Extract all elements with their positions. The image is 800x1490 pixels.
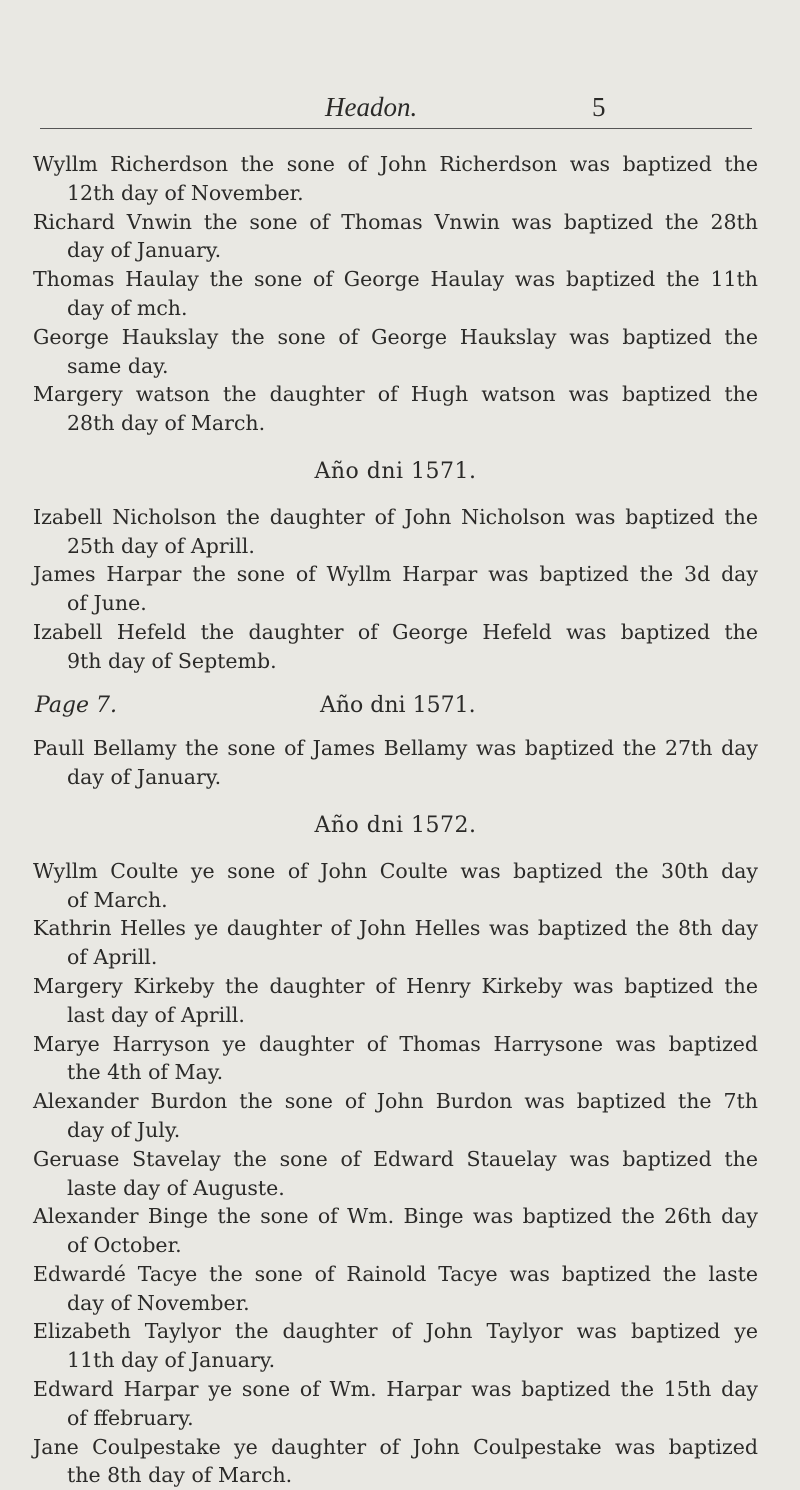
entry-continuation: day of November.: [67, 1290, 250, 1315]
entry-continuation: day of July.: [67, 1117, 181, 1142]
entry-first-line: Paull Bellamy the sone of James Bellamy was baptized the 27th day: [33, 736, 758, 761]
page-marker-year: Año dni 1571.: [320, 692, 476, 718]
baptism-entry: [33, 1030, 758, 1088]
entry-continuation: 11th day of January.: [67, 1348, 276, 1373]
header-rule: [40, 128, 752, 129]
year-heading: Año dni 1572.: [314, 812, 477, 838]
entry-continuation: 28th day of March.: [67, 411, 266, 436]
baptism-entry: [33, 150, 758, 208]
entry-first-line: Alexander Binge the sone of Wm. Binge was baptized the 26th day: [33, 1204, 758, 1229]
register-entries: [33, 150, 758, 1490]
entry-first-line: Kathrin Helles ye daughter of John Helles was baptized the 8th day: [33, 916, 758, 941]
entry-continuation: of ffebruary.: [67, 1405, 194, 1430]
baptism-entry: [33, 1145, 758, 1203]
entry-first-line: Edwardé Tacye the sone of Rainold Tacye was baptized the laste: [33, 1261, 758, 1286]
entry-first-line: Geruase Stavelay the sone of Edward Stauelay was baptized the: [33, 1146, 758, 1171]
entry-continuation: laste day of Auguste.: [67, 1175, 285, 1200]
baptism-entry: [33, 1317, 758, 1375]
baptism-entry: [33, 1433, 758, 1490]
entry-first-line: Margery watson the daughter of Hugh watson was baptized the: [33, 382, 758, 407]
entry-continuation: of June.: [67, 591, 147, 616]
baptism-entry: [33, 914, 758, 972]
baptism-entry: [33, 265, 758, 323]
baptism-entry: [33, 1202, 758, 1260]
entry-first-line: Thomas Haulay the sone of George Haulay was baptized the 11th: [33, 267, 758, 292]
baptism-entry: [33, 503, 758, 561]
entry-first-line: Elizabeth Taylyor the daughter of John Taylyor was baptized ye: [33, 1319, 758, 1344]
entry-continuation: same day.: [67, 353, 169, 378]
baptism-entry: [33, 380, 758, 438]
entry-continuation: 25th day of Aprill.: [67, 533, 255, 558]
entry-continuation: day of mch.: [67, 295, 188, 320]
entry-continuation: of Aprill.: [67, 945, 158, 970]
baptism-entry: [33, 1260, 758, 1318]
entry-first-line: Margery Kirkeby the daughter of Henry Kirkeby was baptized the: [33, 973, 758, 998]
entry-first-line: James Harpar the sone of Wyllm Harpar was baptized the 3d day: [33, 562, 758, 587]
entry-first-line: Richard Vnwin the sone of Thomas Vnwin was baptized the 28th: [33, 209, 758, 234]
page-header: [40, 92, 760, 132]
baptism-entry: [33, 734, 758, 792]
baptism-entry: [33, 323, 758, 381]
entry-first-line: Izabell Hefeld the daughter of George Hefeld was baptized the: [33, 619, 758, 644]
entry-first-line: Edward Harpar ye sone of Wm. Harpar was baptized the 15th day: [33, 1377, 758, 1402]
baptism-entry: [33, 1087, 758, 1145]
entry-continuation: 12th day of November.: [67, 180, 304, 205]
entry-first-line: George Haukslay the sone of George Haukslay was baptized the: [33, 324, 758, 349]
entry-continuation: of March.: [67, 887, 168, 912]
entry-continuation: of October.: [67, 1233, 182, 1258]
baptism-entry: [33, 560, 758, 618]
baptism-entry: [33, 618, 758, 676]
page-marker-label: Page 7.: [35, 692, 118, 718]
baptism-entry: [33, 857, 758, 915]
page-number: 5: [592, 92, 606, 122]
entry-continuation: day of January.: [67, 238, 222, 263]
entry-first-line: Izabell Nicholson the daughter of John Nicholson was baptized the: [33, 504, 758, 529]
entry-continuation: the 4th of May.: [67, 1060, 224, 1085]
baptism-entry: [33, 972, 758, 1030]
page-marker: [33, 692, 758, 721]
running-title: Headon.: [325, 92, 418, 122]
year-heading: Año dni 1571.: [314, 458, 477, 484]
entry-continuation: day of January.: [67, 765, 222, 790]
entry-first-line: Wyllm Richerdson the sone of John Richerdson was baptized the: [33, 152, 758, 176]
entry-first-line: Marye Harryson ye daughter of Thomas Harrysone was baptized: [33, 1031, 758, 1056]
baptism-entry: [33, 208, 758, 266]
entry-continuation: last day of Aprill.: [67, 1002, 245, 1027]
baptism-entry: [33, 1375, 758, 1433]
entry-first-line: Jane Coulpestake ye daughter of John Coulpestake was baptized: [33, 1434, 758, 1459]
entry-continuation: 9th day of Septemb.: [67, 648, 277, 673]
entry-first-line: Alexander Burdon the sone of John Burdon was baptized the 7th: [33, 1089, 758, 1114]
entry-continuation: the 8th day of March.: [67, 1463, 293, 1488]
entry-first-line: Wyllm Coulte ye sone of John Coulte was baptized the 30th day: [33, 858, 758, 883]
